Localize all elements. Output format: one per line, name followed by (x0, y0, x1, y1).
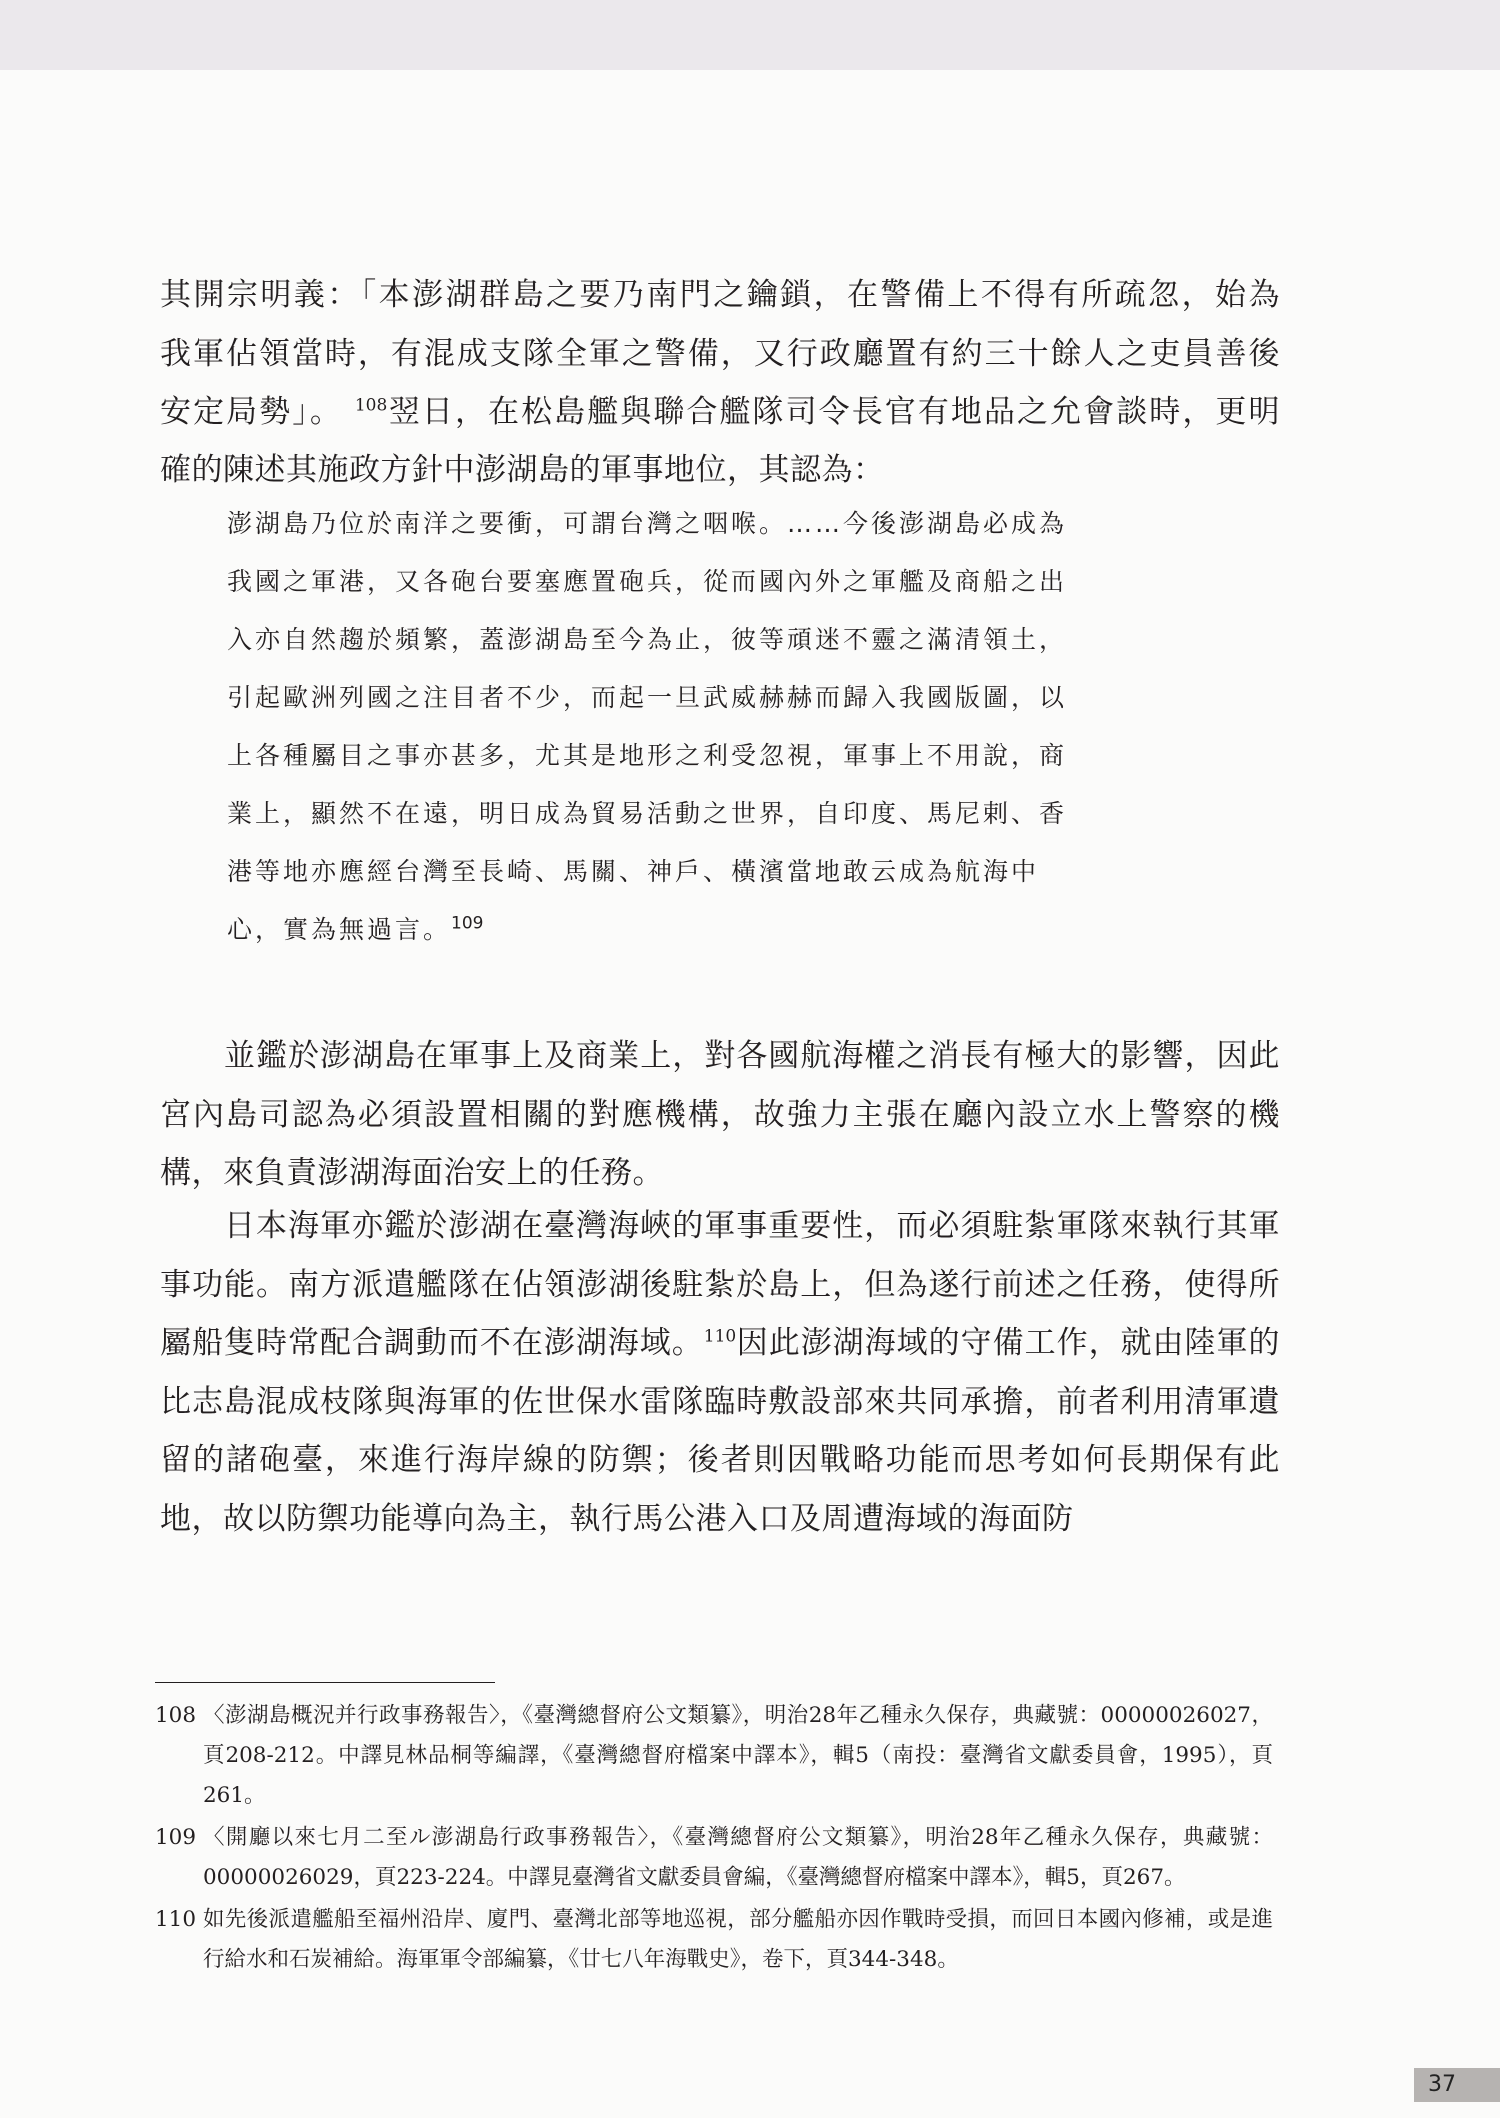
quote-line-7: 港等地亦應經台灣至長崎、馬關、神戶、橫濱當地敢云成為航海中 (227, 857, 1040, 886)
paragraph-3-start: 日本海軍亦鑑於澎湖在臺灣海峽的軍事重要性，而必須駐紮軍隊來執行其軍事功能。南方派遣艦隊在佔領澎湖後駐紮於島上，但為遂行前述之任務，使得所屬船隻時常配合調動而不在澎湖海域。 (160, 1208, 1280, 1361)
paragraph-1-line-2: 我軍佔領當時，有混成支隊全軍之警備，又行政廳置有約三十餘人之吏員善後 (160, 335, 1280, 372)
paragraph-1-line-4 (160, 441, 1280, 500)
quote-last-line: 心，實為無過言。 (227, 915, 452, 944)
paragraph-3-end: 因此澎湖海域的守備工作，就由陸軍的比志島混成枝隊與海軍的佐世保水雷隊臨時敷設部來共同承擔，前者利用清軍遺留的諸砲臺，來進行海岸線的防禦；後者則因戰略功能而思考如何長期保有此地，故以防禦功能導向為主，執行馬公港入口及周遭海域的海面防 (160, 1325, 1281, 1537)
footnote-divider (155, 1682, 495, 1683)
page-number: 37 (1414, 2068, 1500, 2102)
footnote-ref-108[interactable]: 108 (354, 395, 388, 416)
paragraph-1-line-4-text: 確的陳述其施政方針中澎湖島的軍事地位，其認為： (160, 452, 885, 488)
document-page (0, 70, 1500, 2118)
paragraph-1-line-3-start: 安定局勢」。 (160, 394, 343, 430)
block-quote (227, 495, 1212, 959)
quote-line-2: 我國之軍港，又各砲台要塞應置砲兵，從而國內外之軍艦及商船之出 (227, 567, 1068, 596)
footnote-number: 109 (155, 1825, 197, 1850)
footnote-ref-109[interactable]: 109 (451, 913, 484, 934)
footnote-number: 110 (155, 1907, 197, 1932)
footnote-text: 〈開廳以來七月二至ル澎湖島行政事務報告〉，《臺灣總督府公文類纂》，明治28年乙種永久保存，典藏號：00000026029，頁223-224。中譯見臺灣省文獻委員會編，《臺灣總督府檔案中譯本》，輯5，頁267。 (203, 1825, 1273, 1890)
paragraph-3 (160, 1197, 1280, 1548)
footnote-110 (155, 1900, 1273, 1980)
footnote-109 (155, 1818, 1273, 1898)
quote-line-8 (227, 901, 1212, 959)
footnote-ref-110[interactable]: 110 (703, 1326, 737, 1347)
footnote-text: 如先後派遣艦船至福州沿岸、廈門、臺灣北部等地巡視，部分艦船亦因作戰時受損，而回日本國內修補，或是進行給水和石炭補給。海軍軍令部編纂，《廿七八年海戰史》，卷下，頁344-348。 (203, 1907, 1273, 1972)
quote-line-1: 澎湖島乃位於南洋之要衝，可謂台灣之咽喉。……今後澎湖島必成為 (227, 509, 1068, 538)
paragraph-1-line-3-end: 翌日，在松島艦與聯合艦隊司令長官有地品之允會談時，更明 (387, 394, 1280, 430)
quote-line-3: 入亦自然趨於頻繁，蓋澎湖島至今為止，彼等頑迷不靈之滿清領土， (227, 625, 1068, 654)
footnotes (155, 1696, 1273, 1982)
footnote-number: 108 (155, 1703, 197, 1728)
footnote-text: 〈澎湖島概況并行政事務報告〉，《臺灣總督府公文類纂》，明治28年乙種永久保存，典藏號：00000026027，頁208-212。中譯見林品桐等編譯，《臺灣總督府檔案中譯本》，輯5（南投：臺灣省文獻委員會，1995），頁261。 (203, 1703, 1273, 1808)
paragraph-1-line-1: 其開宗明義：「本澎湖群島之要乃南門之鑰鎖，在警備上不得有所疏忽，始為 (160, 277, 1280, 313)
footnote-108 (155, 1696, 1273, 1816)
paragraph-1 (160, 266, 1280, 442)
paragraph-2: 並鑑於澎湖島在軍事上及商業上，對各國航海權之消長有極大的影響，因此宮內島司認為必須設置相關的對應機構，故強力主張在廳內設立水上警察的機構，來負責澎湖海面治安上的任務。 (160, 1038, 1280, 1191)
quote-line-4: 引起歐洲列國之注目者不少，而起一旦武威赫赫而歸入我國版圖，以 (227, 683, 1068, 712)
quote-line-6: 業上，顯然不在遠，明日成為貿易活動之世界，自印度、馬尼剌、香 (227, 799, 1068, 828)
quote-line-5: 上各種屬目之事亦甚多，尤其是地形之利受忽視，軍事上不用說，商 (227, 741, 1068, 770)
